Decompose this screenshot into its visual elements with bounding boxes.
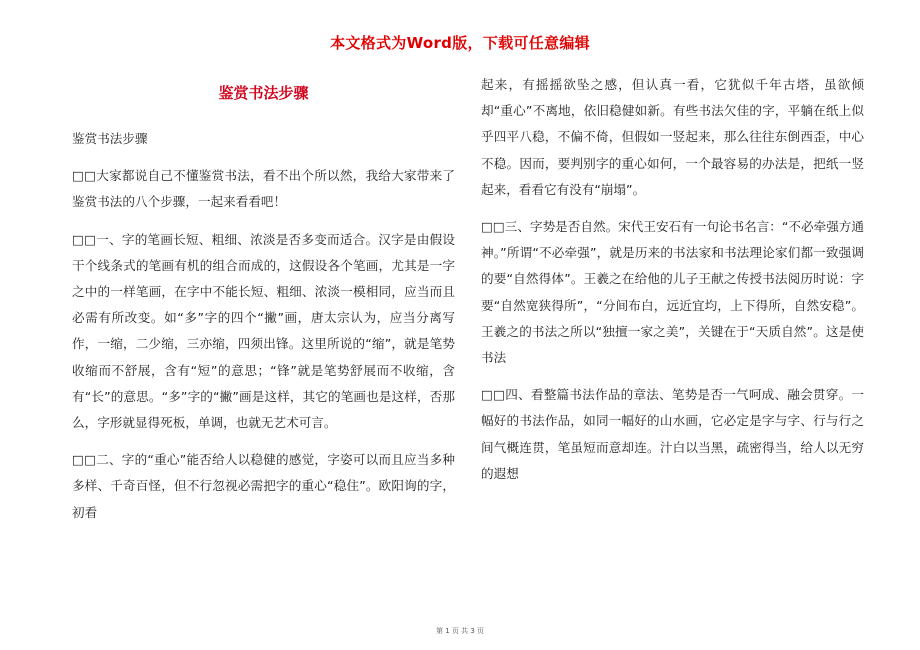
paragraph-step-3: □□三、字势是否自然。宋代王安石有一句论书名言：“不必牵强方通神。”所谓“不必牵强”，就是历来的书法家和书法理论家们都一致强调的要“自然得体”。王羲之在给他的儿子王献之传授书法阅历时说：字要“自然宽狭得所”，“分间布白，远近宜均，上下得所，自然安稳”。王羲之的书法之所以“独擅一家之美”，关键在于“天质自然”。这是使书法 [481, 219, 864, 366]
paragraph-step-2-start: □□二、字的“重心”能否给人以稳健的感觉，字姿可以而且应当多种多样、千奇百怪，但不行忽视必需把字的重心“稳住”。欧阳询的字，初看 [72, 452, 455, 520]
paragraph-step-4: □□四、看整篇书法作品的章法、笔势是否一气呵成、融会贯穿。一幅好的书法作品，如同一幅好的山水画，它必定是字与字、行与行之间气概连贯，笔虽短而意却连。汁白以当黑，疏密得当，给人以无穷的遐想 [481, 387, 864, 481]
word-format-banner: 本文格式为Word版，下载可任意编辑 [330, 34, 590, 52]
paragraph-intro: □□大家都说自己不懂鉴赏书法，看不出个所以然，我给大家带来了鉴赏书法的八个步骤，一起来看看吧！ [72, 168, 455, 210]
page-footer: 第 1 页 共 3 页 [435, 627, 485, 635]
document-title: 鉴赏书法步骤 [218, 84, 309, 102]
left-column [72, 0, 455, 537]
paragraph-step-1: □□一、字的笔画长短、粗细、浓淡是否多变而适合。汉字是由假设干个线条式的笔画有机的组合而成的，这假设各个笔画，尤其是一字之中的一样笔画，在字中不能长短、粗细、浓淡一模相同，应当而且必需有所改变。如“多”字的四个“撇”画，唐太宗认为，应当分离写作，一缩，二少缩，三亦缩，四须出锋。这里所说的“缩”，就是笔势收缩而不舒展，含有“短”的意思；“锋”就是笔势舒展而不收缩，含有“长”的意思。“多”字的“撇”画是这样，其它的笔画也是这样，否那么，字形就显得死板，单调，也就无艺术可言。 [72, 231, 455, 431]
paragraph-step-2-cont: 起来，有摇摇欲坠之感，但认真一看，它犹似千年古塔，虽欲倾却“重心”不离地，依旧稳健如新。有些书法欠佳的字，平躺在纸上似乎四平八稳，不偏不倚，但假如一竖起来，那么往往东倒西歪，中心不稳。因而，要判别字的重心如何，一个最容易的办法是，把纸一竖起来，看看它有没有“崩塌”。 [481, 77, 864, 197]
right-column [481, 0, 864, 498]
document-subtitle: 鉴赏书法步骤 [72, 131, 148, 146]
